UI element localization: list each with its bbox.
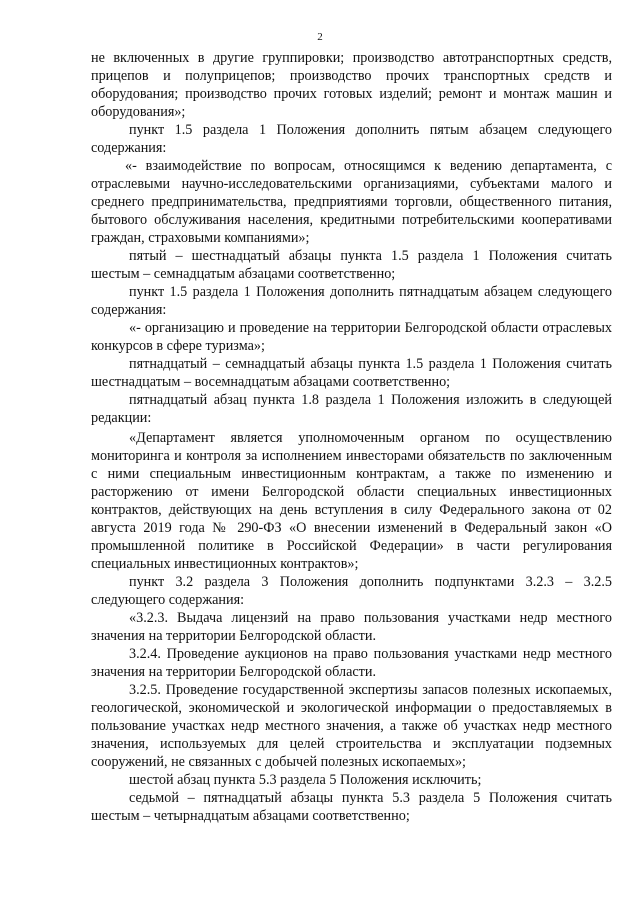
paragraph-10: пункт 3.2 раздела 3 Положения дополнить подпунктами 3.2.3 – 3.2.5 следующего содержания: <box>91 574 612 608</box>
paragraph-3: «- взаимодействие по вопросам, относящимся к ведению департамента, с отраслевыми научно-исследовательскими организациями, субъектами малого и среднего предпринимательства, предприятиями торговли, общественного питания, бытового обслуживания населения, кредитными потребительскими кооперативами граждан, страховыми компаниями»; <box>91 158 612 246</box>
paragraph-6: «- организацию и проведение на территории Белгородской области отраслевых конкурсов в сфере туризма»; <box>91 320 612 354</box>
paragraph-1: не включенных в другие группировки; производство автотранспортных средств, прицепов и полуприцепов; производство прочих транспортных средств и оборудования; производство прочих готовых изделий; ремонт и монтаж машин и оборудования»; <box>91 50 612 120</box>
paragraph-2: пункт 1.5 раздела 1 Положения дополнить пятым абзацем следующего содержания: <box>91 122 612 156</box>
paragraph-8: пятнадцатый абзац пункта 1.8 раздела 1 Положения изложить в следующей редакции: <box>91 392 612 426</box>
paragraph-13: 3.2.5. Проведение государственной экспертизы запасов полезных ископаемых, геологической, экономической и экологической информации о предоставляемых в пользование участках недр местного значения, а также об участках недр местного значения, используемых для целей строительства и эксплуатации подземных сооружений, не связанных с добычей полезных ископаемых»; <box>91 682 612 770</box>
page-number: 2 <box>317 31 323 43</box>
paragraph-4: пятый – шестнадцатый абзацы пункта 1.5 раздела 1 Положения считать шестым – семнадцатым абзацами соответственно; <box>91 248 612 282</box>
document-body <box>91 49 612 825</box>
paragraph-7: пятнадцатый – семнадцатый абзацы пункта 1.5 раздела 1 Положения считать шестнадцатым – восемнадцатым абзацами соответственно; <box>91 356 612 390</box>
paragraph-14: шестой абзац пункта 5.3 раздела 5 Положения исключить; <box>129 772 482 788</box>
paragraph-5: пункт 1.5 раздела 1 Положения дополнить пятнадцатым абзацем следующего содержания: <box>91 284 612 318</box>
paragraph-9: «Департамент является уполномоченным органом по осуществлению мониторинга и контроля за исполнением инвесторами обязательств по заключенным с ними специальным инвестиционным контрактам, а также по изменению и расторжению от имени Белгородской области специальных инвестиционных контрактов, действующих на день вступления в силу Федерального закона от 02 августа 2019 года № 290-ФЗ «О внесении изменений в Федеральный закон «О промышленной политике в Российской Федерации» в части регулирования специальных инвестиционных контрактов»; <box>91 430 612 572</box>
paragraph-12: 3.2.4. Проведение аукционов на право пользования участками недр местного значения на территории Белгородской области. <box>91 646 612 680</box>
paragraph-11: «3.2.3. Выдача лицензий на право пользования участками недр местного значения на территории Белгородской области. <box>91 610 612 644</box>
paragraph-15: седьмой – пятнадцатый абзацы пункта 5.3 раздела 5 Положения считать шестым – четырнадцатым абзацами соответственно; <box>91 790 612 824</box>
